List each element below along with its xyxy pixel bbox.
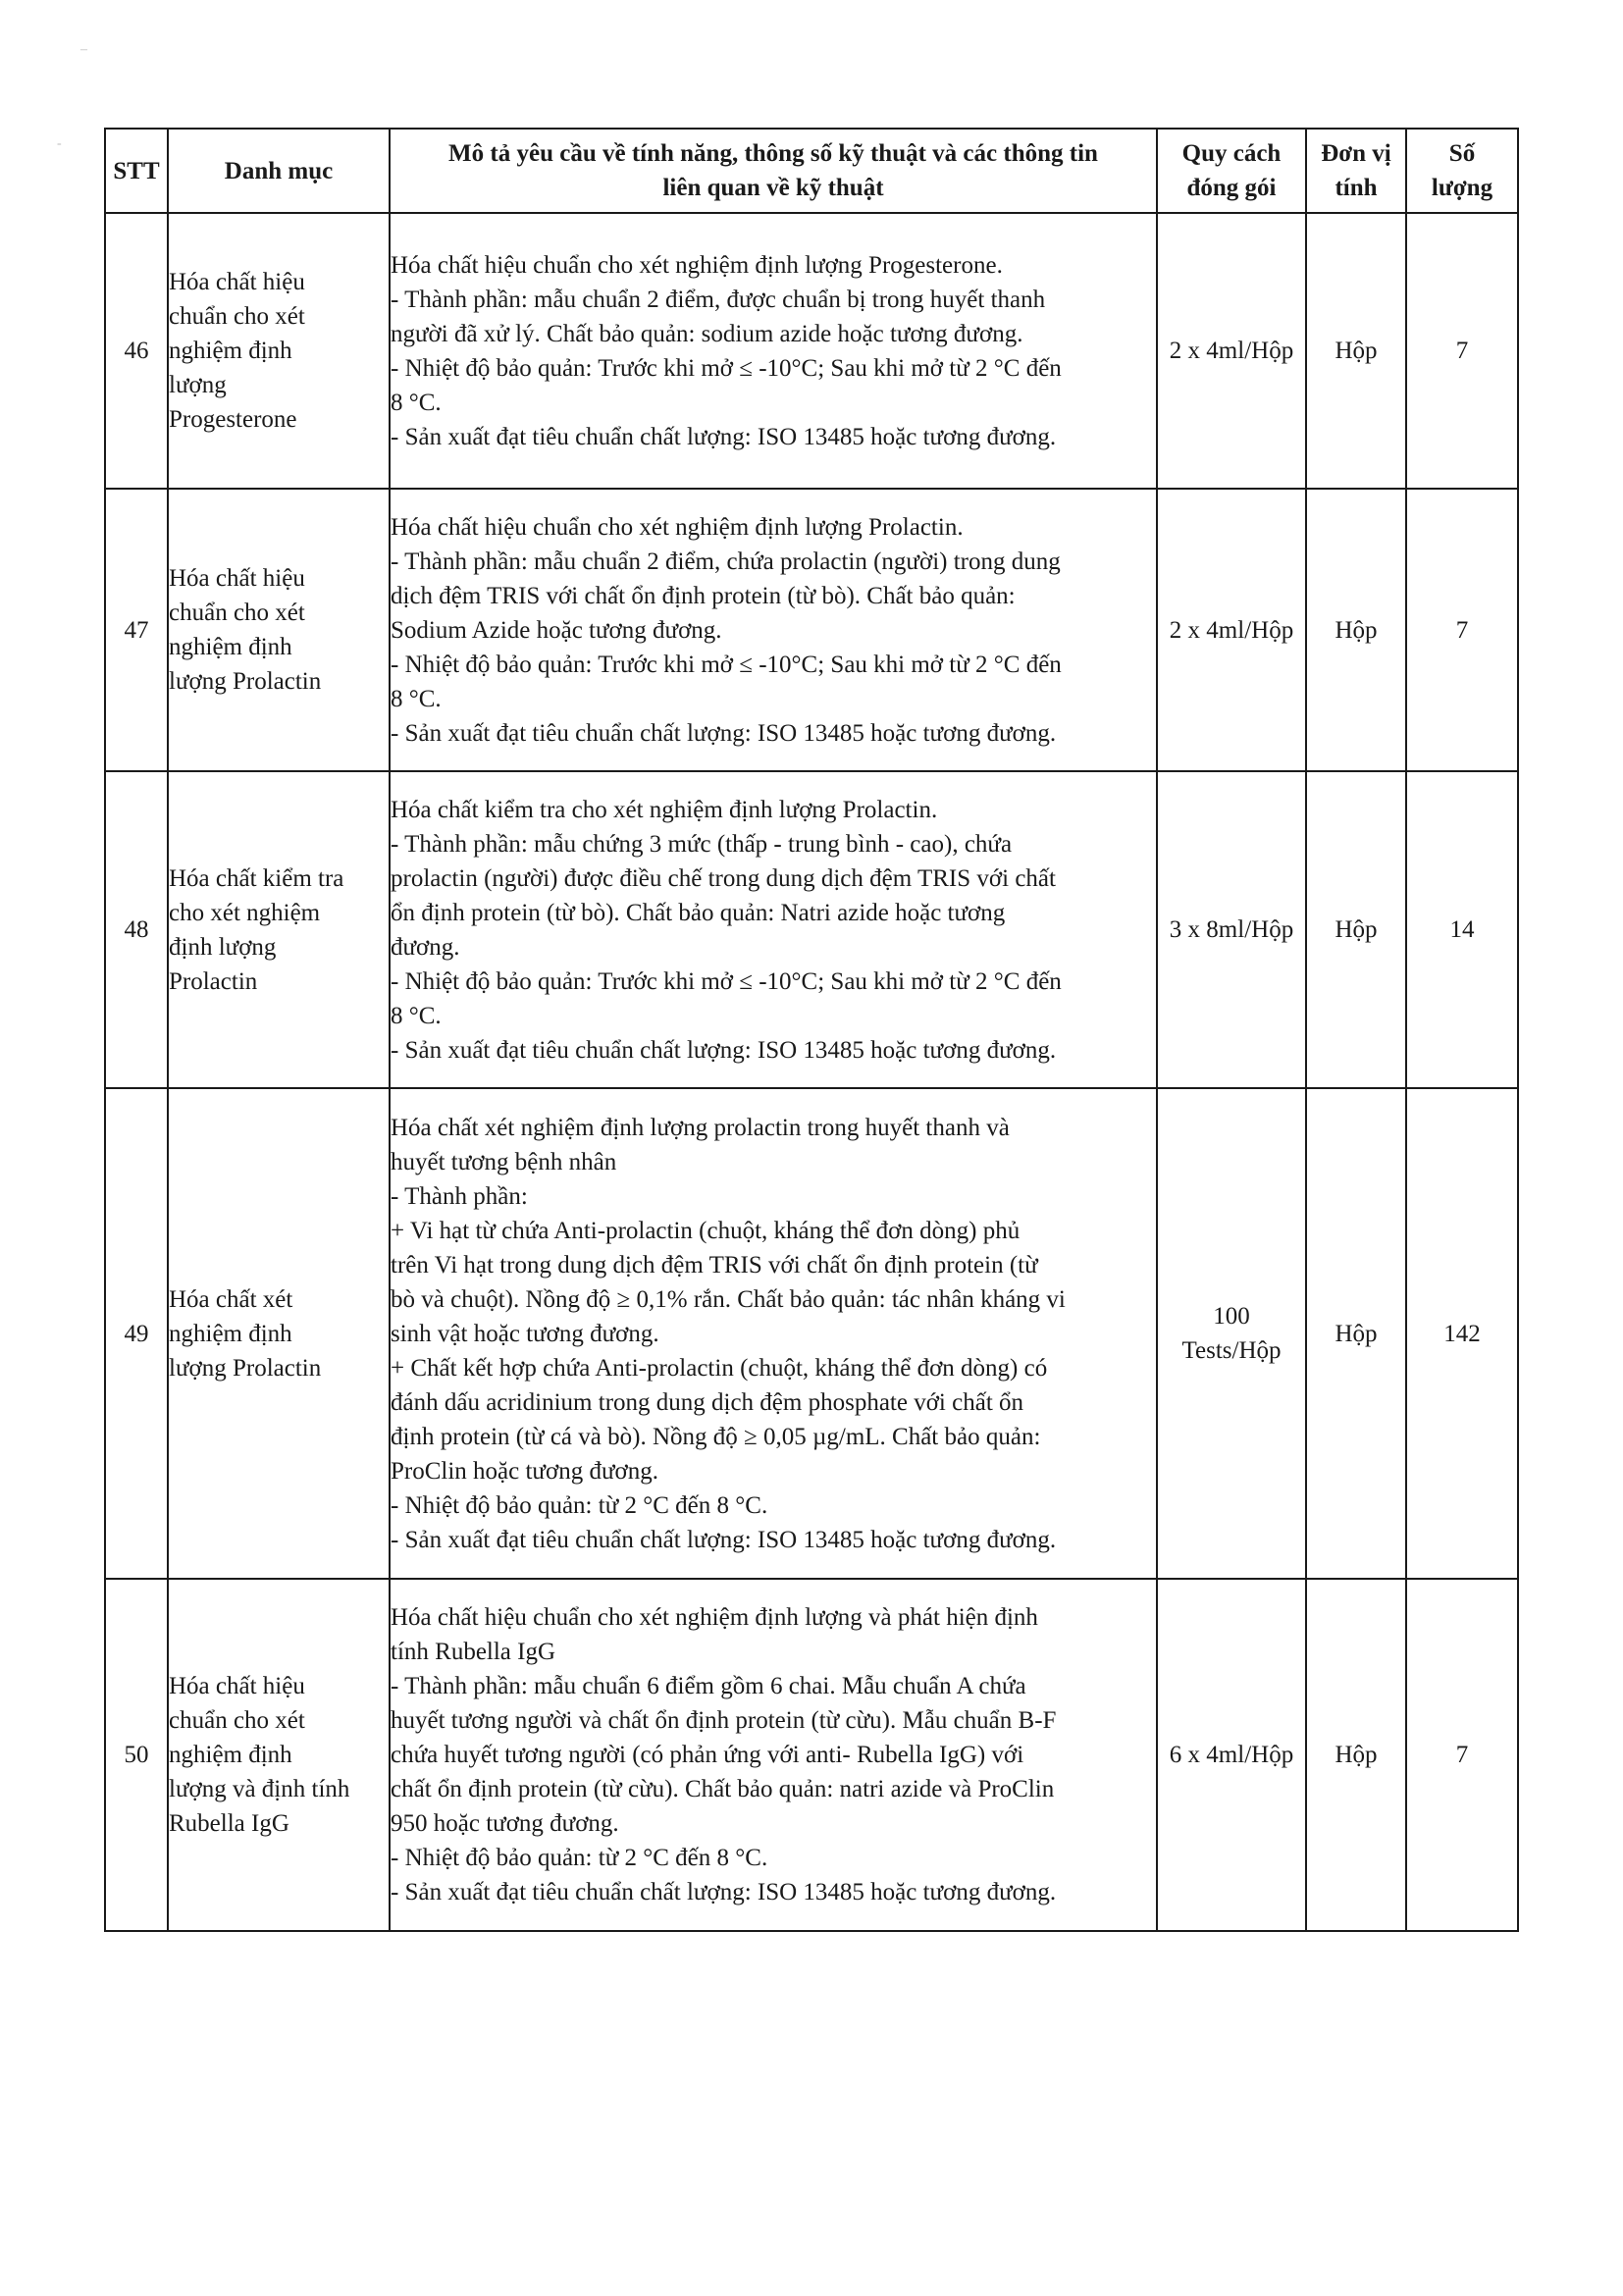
row-packaging: 2 x 4ml/Hộp xyxy=(1157,489,1306,771)
row-description: Hóa chất hiệu chuẩn cho xét nghiệm định lượng và phát hiện định tính Rubella IgG - Thành phần: mẫu chuẩn 6 điểm gồm 6 chai. Mẫu chuẩn A chứa huyết tương người và chất ổn định protein (từ cừu). Mẫu chuẩn B-F chứa huyết tương người (có phản ứng với anti- Rubella IgG) với chất ổn định protein (từ cừu). Chất bảo quản: natri azide và ProClin 950 hoặc tương đương. - Nhiệt độ bảo quản: từ 2 °C đến 8 °C. - Sản xuất đạt tiêu chuẩn chất lượng: ISO 13485 hoặc tương đương. xyxy=(390,1579,1157,1931)
row-stt: 46 xyxy=(105,213,168,489)
header-row xyxy=(105,129,1518,213)
row-stt: 50 xyxy=(105,1579,168,1931)
scan-mark: - xyxy=(57,136,62,151)
table-row xyxy=(105,213,1518,489)
row-unit: Hộp xyxy=(1306,1579,1406,1931)
header-category: Danh mục xyxy=(168,129,390,213)
header-packaging: Quy cách đóng gói xyxy=(1157,129,1306,213)
scan-mark: – xyxy=(80,42,87,57)
row-packaging: 100 Tests/Hộp xyxy=(1157,1088,1306,1579)
row-description: Hóa chất hiệu chuẩn cho xét nghiệm định lượng Progesterone. - Thành phần: mẫu chuẩn 2 điểm, được chuẩn bị trong huyết thanh người đã xử lý. Chất bảo quản: sodium azide hoặc tương đương. - Nhiệt độ bảo quản: Trước khi mở ≤ -10°C; Sau khi mở từ 2 °C đến 8 °C. - Sản xuất đạt tiêu chuẩn chất lượng: ISO 13485 hoặc tương đương. xyxy=(390,213,1157,489)
header-description: Mô tả yêu cầu về tính năng, thông số kỹ thuật và các thông tin liên quan về kỹ thuật xyxy=(390,129,1157,213)
row-stt: 49 xyxy=(105,1088,168,1579)
row-category: Hóa chất hiệu chuẩn cho xét nghiệm định lượng và định tính Rubella IgG xyxy=(168,1579,390,1931)
table-row xyxy=(105,1579,1518,1931)
row-description: Hóa chất kiểm tra cho xét nghiệm định lượng Prolactin. - Thành phần: mẫu chứng 3 mức (thấp - trung bình - cao), chứa prolactin (người) được điều chế trong dung dịch đệm TRIS với chất ổn định protein (từ bò). Chất bảo quản: Natri azide hoặc tương đương. - Nhiệt độ bảo quản: Trước khi mở ≤ -10°C; Sau khi mở từ 2 °C đến 8 °C. - Sản xuất đạt tiêu chuẩn chất lượng: ISO 13485 hoặc tương đương. xyxy=(390,771,1157,1088)
row-quantity: 7 xyxy=(1406,213,1518,489)
row-description: Hóa chất xét nghiệm định lượng prolactin trong huyết thanh và huyết tương bệnh nhân - Thành phần: + Vi hạt từ chứa Anti-prolactin (chuột, kháng thể đơn dòng) phủ trên Vi hạt trong dung dịch đệm TRIS với chất ổn định protein (từ bò và chuột). Nồng độ ≥ 0,1% rắn. Chất bảo quản: tác nhân kháng vi sinh vật hoặc tương đương. + Chất kết hợp chứa Anti-prolactin (chuột, kháng thể đơn dòng) có đánh dấu acridinium trong dung dịch đệm phosphate với chất ổn định protein (từ cá và bò). Nồng độ ≥ 0,05 µg/mL. Chất bảo quản: ProClin hoặc tương đương. - Nhiệt độ bảo quản: từ 2 °C đến 8 °C. - Sản xuất đạt tiêu chuẩn chất lượng: ISO 13485 hoặc tương đương. xyxy=(390,1088,1157,1579)
header-quantity: Số lượng xyxy=(1406,129,1518,213)
row-packaging: 6 x 4ml/Hộp xyxy=(1157,1579,1306,1931)
row-unit: Hộp xyxy=(1306,1088,1406,1579)
table-row xyxy=(105,489,1518,771)
spec-table xyxy=(104,128,1519,1932)
row-quantity: 142 xyxy=(1406,1088,1518,1579)
row-category: Hóa chất hiệu chuẩn cho xét nghiệm định lượng Prolactin xyxy=(168,489,390,771)
header-stt: STT xyxy=(105,129,168,213)
row-stt: 47 xyxy=(105,489,168,771)
row-packaging: 2 x 4ml/Hộp xyxy=(1157,213,1306,489)
row-quantity: 7 xyxy=(1406,1579,1518,1931)
table-row xyxy=(105,1088,1518,1579)
row-category: Hóa chất kiểm tra cho xét nghiệm định lượng Prolactin xyxy=(168,771,390,1088)
row-packaging: 3 x 8ml/Hộp xyxy=(1157,771,1306,1088)
row-quantity: 14 xyxy=(1406,771,1518,1088)
row-unit: Hộp xyxy=(1306,489,1406,771)
row-category: Hóa chất hiệu chuẩn cho xét nghiệm định lượng Progesterone xyxy=(168,213,390,489)
row-unit: Hộp xyxy=(1306,771,1406,1088)
table-row xyxy=(105,771,1518,1088)
row-description: Hóa chất hiệu chuẩn cho xét nghiệm định lượng Prolactin. - Thành phần: mẫu chuẩn 2 điểm, chứa prolactin (người) trong dung dịch đệm TRIS với chất ổn định protein (từ bò). Chất bảo quản: Sodium Azide hoặc tương đương. - Nhiệt độ bảo quản: Trước khi mở ≤ -10°C; Sau khi mở từ 2 °C đến 8 °C. - Sản xuất đạt tiêu chuẩn chất lượng: ISO 13485 hoặc tương đương. xyxy=(390,489,1157,771)
row-stt: 48 xyxy=(105,771,168,1088)
row-quantity: 7 xyxy=(1406,489,1518,771)
row-unit: Hộp xyxy=(1306,213,1406,489)
row-category: Hóa chất xét nghiệm định lượng Prolactin xyxy=(168,1088,390,1579)
header-unit: Đơn vị tính xyxy=(1306,129,1406,213)
